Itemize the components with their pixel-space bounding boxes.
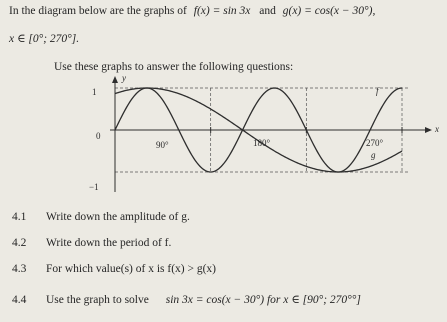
f-definition: f(x) = sin 3x: [193, 5, 251, 17]
question-number: 4.1: [12, 211, 27, 223]
g-definition: g(x) = cos(x − 30°),: [282, 5, 376, 17]
question-text: Use the graph to solve: [46, 294, 149, 306]
question-4-2: [12, 237, 171, 249]
question-text: For which value(s) of x is f(x) > g(x): [46, 263, 217, 275]
y-min-label: −1: [89, 182, 99, 192]
and-word: and: [259, 5, 276, 17]
g-curve-label: g: [371, 150, 376, 160]
f-curve-label: f: [376, 86, 379, 96]
domain-text: x ∈ [0°; 270°].: [9, 33, 80, 45]
question-number: 4.2: [12, 237, 27, 249]
instruction-text: Use these graphs to answer the following questions:: [54, 61, 294, 73]
x-axis-arrow: [425, 127, 432, 133]
x-tick-label: 270°: [366, 138, 384, 148]
question-text: Write down the period of f.: [46, 237, 172, 249]
x-tick-label: 180°: [253, 138, 271, 148]
x-axis-label: x: [435, 124, 439, 134]
intro-text: In the diagram below are the graphs of: [9, 5, 187, 17]
question-4-1: [12, 211, 190, 223]
y-axis-label: y: [122, 73, 126, 83]
y-axis-arrow: [112, 76, 118, 83]
y-max-label: 1: [92, 87, 97, 97]
axes: [110, 76, 432, 192]
question-text: Write down the amplitude of g.: [46, 211, 190, 223]
question-number: 4.4: [12, 294, 27, 306]
origin-label: 0: [96, 131, 101, 141]
question-number: 4.3: [12, 263, 27, 275]
question-4-3: [12, 263, 216, 275]
question-4-4: [12, 292, 361, 306]
x-tick-label: 90°: [156, 140, 169, 150]
equation-text: sin 3x = cos(x − 30°) for x ∈ [90°; 270°°]: [165, 294, 361, 306]
